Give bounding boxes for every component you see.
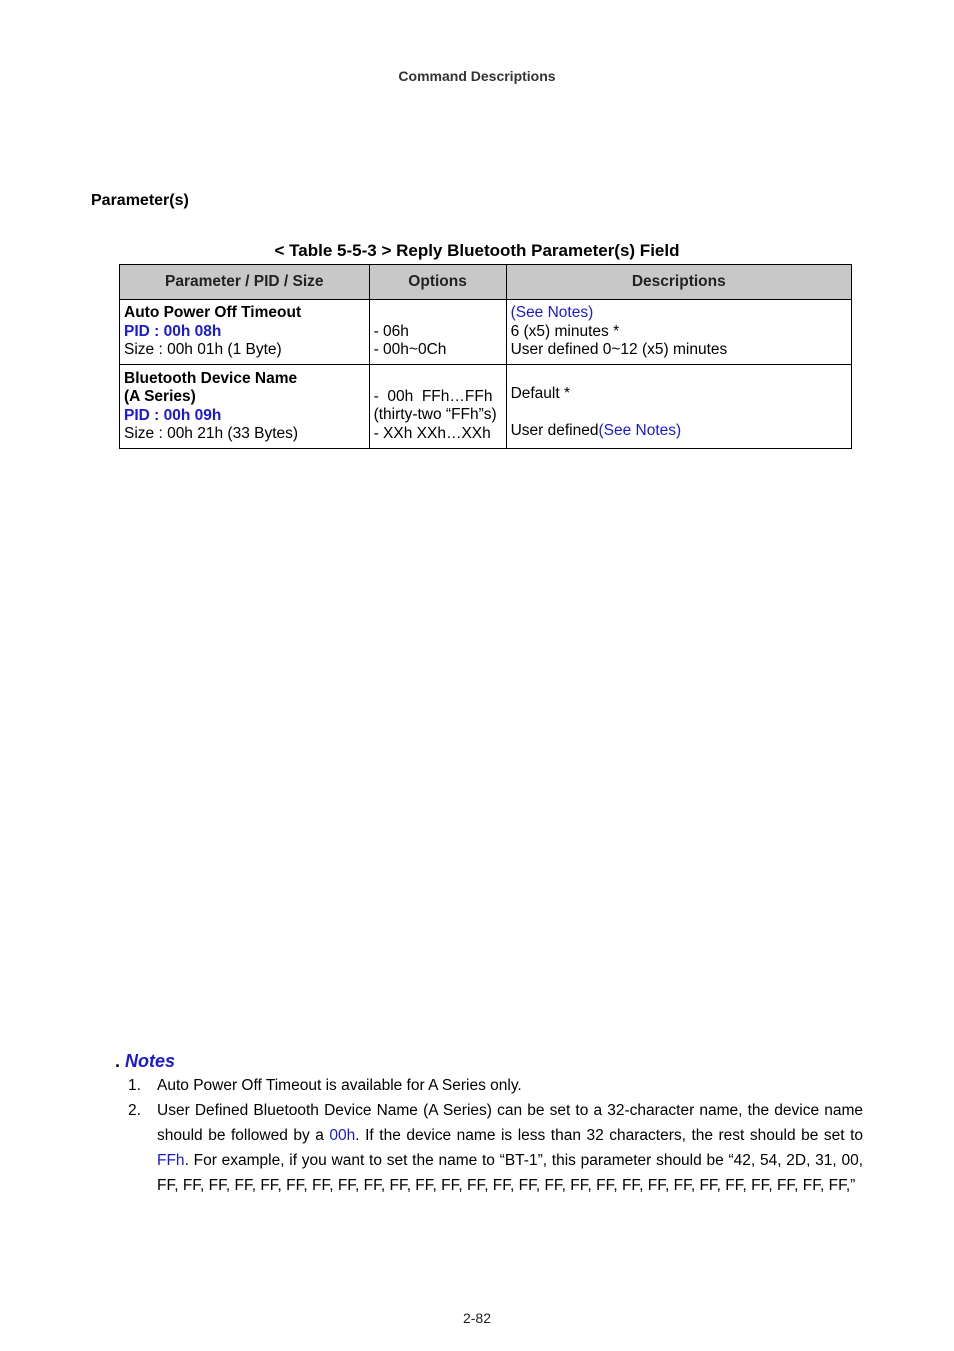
- list-number: 1.: [128, 1077, 141, 1094]
- column-header-parameter: Parameter / PID / Size: [120, 265, 370, 300]
- parameter-size: Size : 00h 01h (1 Byte): [124, 341, 282, 359]
- note-text: . For example, if you want to set the name to “BT-1”, this parameter should be “42, 54, 2D, 31, 00, FF, FF, FF, FF, FF, FF, FF, FF, FF, FF, FF, FF, FF, FF, FF, FF, FF, FF, FF, FF, FF, FF, FF, FF, FF, FF, FF,”: [157, 1152, 863, 1194]
- description-text: [511, 422, 847, 441]
- note-text: User Defined Bluetooth Device Name (A Series) can be set to a 32-character name, the device name should be followed by a: [157, 1102, 863, 1144]
- option-value: - 06h: [373, 322, 409, 340]
- note-text: . If the device name is less than 32 characters, the rest should be set to: [355, 1127, 863, 1144]
- option-value: - XXh XXh…XXh: [373, 424, 491, 442]
- parameters-table: [119, 264, 852, 449]
- parameter-pid: PID : 00h 09h: [124, 406, 222, 424]
- note-text: Auto Power Off Timeout is available for A Series only.: [157, 1077, 522, 1094]
- list-item: [120, 1073, 863, 1098]
- option-value: - 00h~0Ch: [373, 341, 447, 358]
- see-notes-link[interactable]: (See Notes): [598, 422, 682, 439]
- list-item: [120, 1098, 863, 1198]
- notes-list: [120, 1073, 863, 1198]
- description-text: 6 (x5) minutes *: [510, 322, 620, 340]
- table-header-row: [120, 265, 852, 300]
- options-cell: [369, 300, 506, 365]
- description-text: User defined 0~12 (x5) minutes: [510, 341, 728, 359]
- note-highlight: FFh: [157, 1152, 185, 1169]
- note-highlight: 00h: [329, 1127, 356, 1144]
- column-header-options: Options: [369, 265, 506, 300]
- page-number: 2-82: [462, 1310, 492, 1326]
- description-prefix: User defined: [510, 422, 599, 439]
- parameter-series: (A Series): [124, 388, 196, 405]
- column-header-descriptions: Descriptions: [506, 265, 851, 300]
- description-spacer: [511, 404, 847, 423]
- parameter-cell: [120, 300, 370, 365]
- running-header: Command Descriptions: [398, 68, 556, 84]
- parameter-name: Bluetooth Device Name: [124, 369, 298, 387]
- notes-heading: [115, 1051, 175, 1072]
- parameter-cell: [120, 365, 370, 449]
- options-cell: [369, 365, 506, 449]
- parameter-name: Auto Power Off Timeout: [124, 304, 302, 322]
- parameter-size: Size : 00h 21h (33 Bytes): [124, 425, 299, 442]
- description-cell: [506, 300, 851, 365]
- description-text: Default *: [510, 385, 571, 402]
- parameter-pid: PID : 00h 08h: [124, 322, 222, 340]
- notes-prefix: .: [115, 1051, 126, 1071]
- table-caption: < Table 5-5-3 > Reply Bluetooth Parameter(s) Field: [274, 241, 680, 260]
- section-title: Parameter(s): [91, 192, 189, 209]
- table-row: [120, 365, 852, 449]
- description-cell: [506, 365, 851, 449]
- option-value: - 00h FFh…FFh: [373, 387, 493, 405]
- see-notes-link[interactable]: (See Notes): [510, 304, 594, 322]
- option-value: (thirty-two “FFh”s): [373, 406, 497, 424]
- notes-label: Notes: [125, 1051, 176, 1071]
- table-row: [120, 300, 852, 365]
- list-number: 2.: [128, 1102, 141, 1119]
